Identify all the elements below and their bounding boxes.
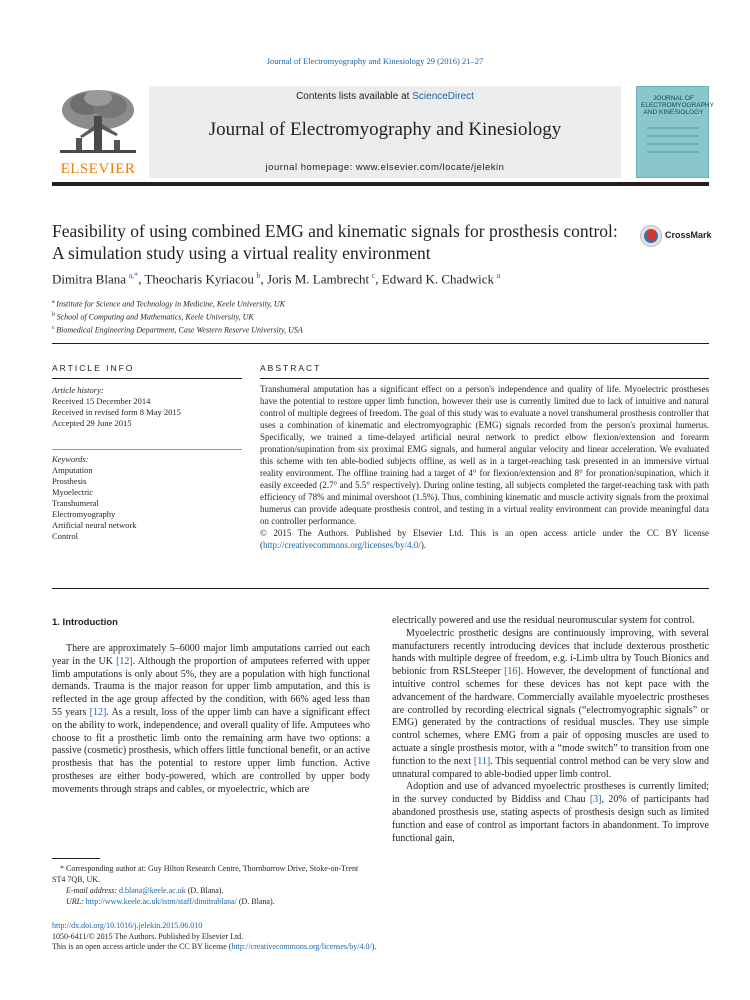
open-access-line xyxy=(52,942,376,953)
paragraph-text: Myoelectric prosthetic designs are continuously improving, with several manufacturers recently introducing devices that include dexterous prosthetic hands with multiple degree of freedom, e.g. i-Limb ultra by Touch Bionics and bebionic from RSLSteeper xyxy=(392,627,709,678)
masthead-rule xyxy=(52,182,709,186)
keyword-item: Control xyxy=(52,531,78,541)
author-name[interactable]: Edward K. Chadwick xyxy=(381,271,495,287)
url-line xyxy=(52,896,370,907)
paragraph-text: Adoption and use of advanced myoelectric prostheses is currently limited; in the survey conducted by Biddiss and Chau xyxy=(392,781,709,806)
affiliation-text: Institute for Science and Technology in Medicine, Keele University, UK xyxy=(56,299,286,309)
elsevier-wordmark: ELSEVIER xyxy=(60,161,136,177)
contents-line xyxy=(149,91,621,102)
corresponding-author-note: * Corresponding author at: Guy Hilton Research Centre, Thornburrow Drive, Stoke-on-Trent ST4 7QB, UK. xyxy=(52,864,359,884)
author-name[interactable]: Joris M. Lambrecht xyxy=(266,271,370,287)
email-line xyxy=(52,885,370,896)
license-link[interactable]: http://creativecommons.org/licenses/by/4.0/ xyxy=(263,540,421,550)
author-affiliation-mark[interactable]: a,* xyxy=(128,271,139,280)
elsevier-tree-icon xyxy=(52,86,144,160)
article-info-rule xyxy=(52,378,242,379)
affiliation-mark: c xyxy=(52,325,55,332)
cover-pattern xyxy=(637,87,714,179)
author-list: Dimitra Blana $^{a,*}$, Theocharis Kyriacou $^b$, Joris M. Lambrecht $^c$, Edward K. Chadwick $^a$ xyxy=(52,271,501,287)
journal-reference[interactable]: Journal of Electromyography and Kinesiology 29 (2016) 21–27 xyxy=(266,56,484,66)
body-paragraph xyxy=(392,615,709,628)
affiliation-item xyxy=(52,323,709,336)
history-item: Accepted 29 June 2015 xyxy=(52,418,132,428)
contents-prefix: Contents lists available at xyxy=(296,91,413,102)
citation-link[interactable]: [3] xyxy=(589,794,602,806)
history-label: Article history: xyxy=(52,385,104,395)
affiliation-text: Biomedical Engineering Department, Case Western Reserve University, USA xyxy=(56,325,303,335)
keyword-item: Prosthesis xyxy=(52,476,87,486)
author-affiliation-mark[interactable]: b xyxy=(256,271,261,280)
citation-link[interactable]: [16] xyxy=(504,666,521,678)
citation-link[interactable]: [12] xyxy=(89,706,107,718)
keywords-label: Keywords: xyxy=(52,454,89,464)
footnote xyxy=(52,863,370,907)
paragraph-text: electrically powered and use the residual neuromuscular system for control. xyxy=(392,615,695,626)
history-item: Received 15 December 2014 xyxy=(52,396,151,406)
section-title: 1. Introduction xyxy=(52,617,118,628)
masthead xyxy=(52,86,714,178)
paragraph-text: . As a result, loss of the upper limb can have a significant effect on the ability to work, independence, and overall quality of life. Amputees who choose to fit a prosthetic limb onto the remaining arm have two options: a passive (cosmetic) prosthesis, which offers little functional benefit, or an active prosthesis that has the potential to restore upper limb function. Active prostheses are either body-powered, which are controlled by upper body movements through straps and cables, or myoelectric, which are xyxy=(52,706,370,795)
paragraph-text: There are approximately 5–6000 major limb amputations carried out each year in the UK xyxy=(52,643,370,667)
citation-link[interactable]: [11] xyxy=(473,755,491,767)
journal-title: Journal of Electromyography and Kinesiology xyxy=(208,119,562,140)
paragraph-text: , 20% of participants had abandoned prosthesis use, stating aspects of prosthesis design such as limited function and ease of control as important factors in abandonment. To improve functional gain, xyxy=(392,794,710,844)
crossmark-icon xyxy=(640,224,662,248)
author-affiliation-mark[interactable]: a xyxy=(496,271,501,280)
sciencedirect-link[interactable]: ScienceDirect xyxy=(412,91,474,102)
paragraph-text: . This sequential control method can be very slow and unnatural compared to able-bodied upper limb control. xyxy=(392,755,709,780)
keyword-item: Amputation xyxy=(52,465,93,475)
history-item: Received in revised form 8 May 2015 xyxy=(52,407,181,417)
article-title: Feasibility of using combined EMG and kinematic signals for prosthesis control: A simulation study using a virtual reality environment xyxy=(52,221,618,263)
email-label: E-mail address: xyxy=(66,886,118,895)
email-suffix: (D. Blana). xyxy=(185,886,224,895)
crossmark-badge[interactable] xyxy=(640,224,710,248)
footnote-rule xyxy=(52,858,100,859)
oa-suffix: ). xyxy=(371,942,377,951)
article-history xyxy=(52,385,242,429)
keyword-item: Myoelectric xyxy=(52,487,94,497)
author-name[interactable]: Theocharis Kyriacou xyxy=(144,271,254,287)
keyword-item: Electromyography xyxy=(52,509,116,519)
paragraph-text: . However, the development of functional and intuitive control schemes for these devices has not kept pace with the advancement of the hardware. Commercially available myoelectric prostheses are controlled by recording electrical signals (“electromyographic signals” or EMG) generated by the contractions of residual muscles. They use simple control schemes, where EMG from a pair of opposing muscles are used to actuate a single prosthesis motor, with a “mode switch” to transition from one function to the next xyxy=(392,666,709,767)
abstract-bottom-rule xyxy=(52,588,709,589)
body-left-column xyxy=(52,643,370,797)
affiliation-text: School of Computing and Mathematics, Keele University, UK xyxy=(56,312,254,322)
issn-line: 1050-6411/© 2015 The Authors. Published by Elsevier Ltd. xyxy=(52,931,244,941)
page-footer xyxy=(52,921,376,953)
journal-homepage-link[interactable]: journal homepage: www.elsevier.com/locate/jelekin xyxy=(265,162,505,173)
body-paragraph xyxy=(52,643,370,797)
url-label: URL: xyxy=(66,897,84,906)
cover-title: JOURNAL OF ELECTROMYOGRAPHY AND KINESIOLOGY xyxy=(641,95,714,116)
paragraph-text: . Although the proportion of amputees referred with upper limb amputations is only about 5%, they are a population with high functional demands. Trauma is the major reason for upper limb amputation, and this is reflected in the age group affected by the condition, with 66% aged less than 55 years xyxy=(52,655,370,718)
affiliation-mark: a xyxy=(52,299,55,305)
keywords-rule xyxy=(52,449,242,450)
copyright-end: ). xyxy=(420,540,427,550)
keyword-item: Artificial neural network xyxy=(52,520,137,530)
abstract-copyright xyxy=(260,527,709,551)
abstract-body xyxy=(260,383,709,551)
body-paragraph xyxy=(392,628,709,782)
body-paragraph xyxy=(392,781,709,845)
affiliation-mark: b xyxy=(52,312,55,319)
affiliations xyxy=(52,297,709,336)
keyword-item: Transhumeral xyxy=(52,498,99,508)
email-link[interactable]: d.blana@keele.ac.uk xyxy=(119,886,186,895)
crossmark-label: CrossMark xyxy=(665,230,712,240)
body-right-column xyxy=(392,615,709,845)
abstract-rule xyxy=(260,378,709,379)
url-suffix: (D. Blana). xyxy=(236,897,275,906)
footer-license-link[interactable]: http://creativecommons.org/licenses/by/4.0/ xyxy=(231,942,372,951)
author-affiliation-mark[interactable]: c xyxy=(371,271,376,280)
journal-cover-thumbnail[interactable] xyxy=(636,86,714,178)
elsevier-logo[interactable] xyxy=(52,86,144,178)
header-divider xyxy=(52,343,709,344)
author-url-link[interactable]: http://www.keele.ac.uk/istm/staff/dimitrablana/ xyxy=(85,897,237,906)
doi-link[interactable]: http://dx.doi.org/10.1016/j.jelekin.2015.06.010 xyxy=(52,921,203,930)
abstract-text: Transhumeral amputation has a significant effect on a person's independence and quality of life. Myoelectric prostheses have the potential to restore upper limb function, however their use is currently limited due to lack of intuitive and natural control of multiple degrees of freedom. The goal of this study was to evaluate a novel transhumeral prosthesis controller that uses a combination of kinematic and electromyographic (EMG) signals recorded from the person's proximal humerus. Specifically, we trained a time-delayed artificial neural network to predict elbow flexion/extension and forearm pronation/supination from six proximal EMG signals, and humeral angular velocity and linear acceleration. We evaluated this scheme with ten able-bodied subjects offline, as well as in a target-reaching task presented in an immersive virtual reality environment. The offline training had a target of 4° for flexion/extension and 8° for pronation/supination, which it easily exceeded (2.7° and 5.5° respectively). During online testing, all subjects completed the target-reaching task with path efficiency of 78% and minimal overshoot (1.5%). Thus, combining kinematic and muscle activity signals from the proximal humerus can provide adequate prosthesis control, and testing in a virtual reality environment can provide meaningful data on controller performance. xyxy=(260,384,709,526)
copyright-text: © 2015 The Authors. Published by Elsevier Ltd. This is an open access article under the CC BY license ( xyxy=(260,528,709,550)
affiliation-item xyxy=(52,297,709,310)
citation-link[interactable]: [12] xyxy=(116,655,133,667)
author-name[interactable]: Dimitra Blana xyxy=(52,271,127,287)
affiliation-item xyxy=(52,310,709,323)
journal-banner xyxy=(149,86,621,178)
abstract-heading: ABSTRACT xyxy=(260,363,322,373)
oa-prefix: This is an open access article under the CC BY license ( xyxy=(52,942,232,951)
article-info-heading: ARTICLE INFO xyxy=(52,363,135,373)
keywords xyxy=(52,454,242,542)
